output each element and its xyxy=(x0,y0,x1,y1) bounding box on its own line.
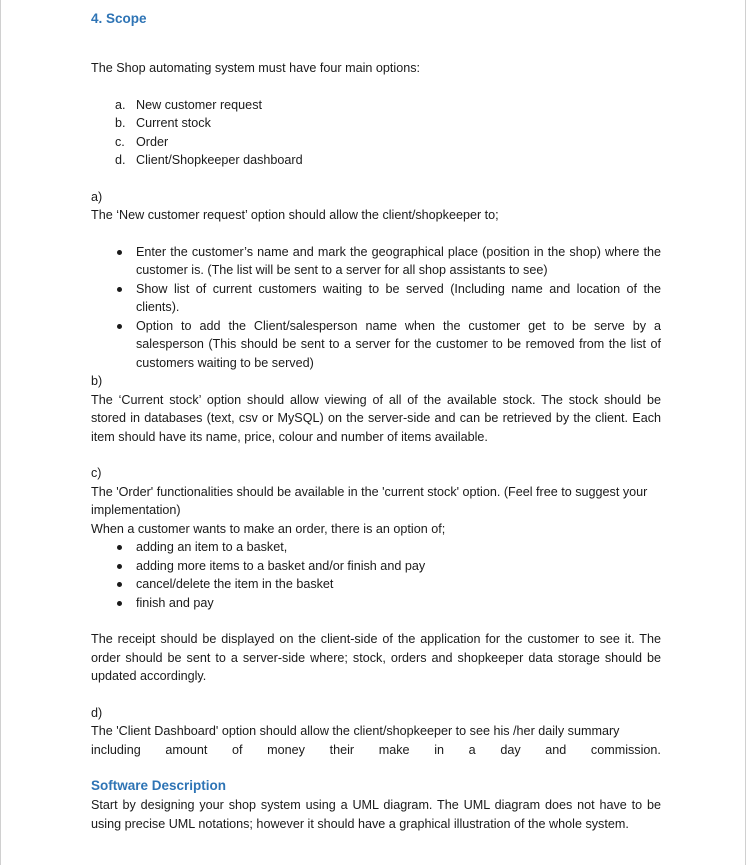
list-item: d. Client/Shopkeeper dashboard xyxy=(115,153,303,167)
section-c-order-text: The 'Order' functionalities should be available in the 'current stock' option. (Feel free to suggest your implementation) xyxy=(91,484,648,517)
section-c-label: c) xyxy=(91,466,102,480)
scope-heading: 4. Scope xyxy=(91,11,147,26)
word: money xyxy=(267,742,305,757)
list-item: adding more items to a basket and/or finish and pay xyxy=(91,557,661,576)
list-item: c. Order xyxy=(115,134,169,149)
section-d-text: The 'Client Dashboard' option should allow the client/shopkeeper to see his /her daily summary xyxy=(91,724,620,738)
list-item: Option to add the Client/salesperson name when the customer get to be serve by a salesperson (This should be sent to a server for the customer to be removed from the list of customers waiting to be served) xyxy=(91,317,661,373)
word: day xyxy=(500,742,521,757)
word: make xyxy=(378,742,410,757)
list-item: cancel/delete the item in the basket xyxy=(91,575,661,594)
list-item: adding an item to a basket, xyxy=(91,538,661,557)
list-item: a. New customer request xyxy=(115,97,262,112)
word: of xyxy=(232,742,243,757)
list-item: Enter the customer’s name and mark the geographical place (position in the shop) where the customer is. (The list will be sent to a server for all shop assistants to see) xyxy=(91,243,661,280)
list-item: b. Current stock xyxy=(115,116,211,130)
list-item: finish and pay xyxy=(91,594,661,613)
document-page xyxy=(91,0,661,833)
word: and xyxy=(545,742,567,757)
page-left-edge xyxy=(0,0,1,865)
software-description-heading: Software Description xyxy=(91,778,227,793)
section-d-text-continued xyxy=(91,741,661,760)
section-a-intro: The ‘New customer request’ option should allow the client/shopkeeper to; xyxy=(91,208,499,222)
scope-intro: The Shop automating system must have four main options: xyxy=(91,61,421,75)
word: including xyxy=(91,742,141,757)
word: a xyxy=(468,742,476,757)
section-c-option-intro: When a customer wants to make an order, there is an option of; xyxy=(91,521,446,536)
section-b-label: b) xyxy=(91,374,103,388)
word: amount xyxy=(165,742,208,757)
word: commission. xyxy=(590,742,661,757)
scope-options-list xyxy=(91,96,661,170)
section-a-bullets xyxy=(91,243,661,373)
section-d-label: d) xyxy=(91,705,103,720)
section-c-bullets xyxy=(91,538,661,612)
word: their xyxy=(329,742,355,757)
section-b-text: The ‘Current stock’ option should allow viewing of all of the available stock. The stock should be stored in databases (text, csv or MySQL) on the server-side and can be retrieved by the client. Each item should have its name, price, colour and number of items available. xyxy=(91,392,661,444)
software-description-text: Start by designing your shop system using a UML diagram. The UML diagram does not have to be using precise UML notations; however it should have a graphical illustration of the whole system. xyxy=(91,798,661,831)
section-a-label: a) xyxy=(91,189,103,204)
page-right-edge xyxy=(745,0,746,865)
list-item: Show list of current customers waiting to be served (Including name and location of the clients). xyxy=(91,280,661,317)
section-c-receipt-text: The receipt should be displayed on the client-side of the application for the customer to see it. The order should be sent to a server-side where; stock, orders and shopkeeper data storage should be updated accordingly. xyxy=(91,632,661,683)
word: in xyxy=(434,742,445,757)
